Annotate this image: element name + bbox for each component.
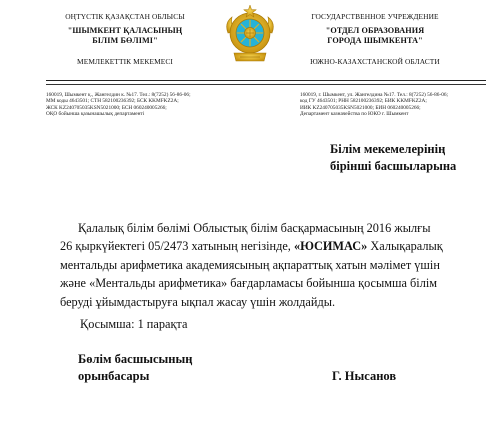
header-left-name-line1: "ШЫМКЕНТ ҚАЛАСЫНЫҢ (67, 26, 183, 35)
header-left-status: МЕМЛЕКЕТТІК МЕКЕМЕСІ (77, 57, 173, 66)
header-left-region: ОҢТҮСТІК ҚАЗАҚСТАН ОБЛЫСЫ (65, 12, 185, 21)
letter-body-line (60, 219, 468, 237)
attachment-note: Қосымша: 1 парақта (80, 317, 188, 331)
letter-body-line (60, 237, 468, 255)
letter-body-run: 26 қыркүйектегі 05/2473 хатының негізінде, (60, 239, 294, 254)
signature-title-line2: орынбасары (78, 369, 150, 383)
letter-body-run: ментальды арифметика академиясының ақпараттық хатын мәлімет үшін (60, 257, 440, 272)
header-right-region: ЮЖНО-КАЗАХСТАНСКОЙ ОБЛАСТИ (310, 57, 440, 66)
header-right-address (300, 92, 448, 118)
header-left-name-line2: БІЛІМ БӨЛІМІ" (92, 36, 158, 45)
letter-body-line (60, 293, 468, 311)
header-right-name-line2: ГОРОДА ШЫМКЕНТА" (327, 36, 423, 45)
letter-body-run: Халықаралық (367, 239, 443, 254)
header-left-address (46, 92, 191, 118)
header-right-type: ГОСУДАРСТВЕННОЕ УЧРЕЖДЕНИЕ (311, 12, 439, 21)
header-left-address-line: ЖСК KZ240705035KSN5021000; БСН 060240005266; (46, 104, 167, 111)
letter-body-line (60, 256, 468, 274)
letter-body (60, 219, 468, 311)
letter-body-run: және «Ментальды арифметика» бағдарламасы бойынша қосымша білім (60, 276, 438, 291)
header-right-address-line: ИИК KZ240705035KSN5021000; БИН 060240005266; (300, 104, 421, 111)
header-divider-thick (46, 80, 486, 81)
header-divider-thin (46, 84, 486, 85)
letter-body-run: беруді ұйымдастыруға ықпал жасау үшін жолдайды. (60, 294, 336, 309)
signature-title-line1: Бөлім басшысының (78, 352, 193, 366)
header-left-address-line: ММ коды 4643501; СТН 582100236392; БСК KKMFKZ2A; (46, 98, 179, 105)
header-right-address-line: Департамент казначейства по ЮКО г. Шымкент (300, 111, 409, 118)
header-right-address-line: код ГУ 4643501; РНН 582100236392; БИК KKMFKZ2A; (300, 98, 427, 105)
addressee-line1: Білім мекемелерінің (330, 142, 446, 156)
signature-name: Г. Нысанов (332, 369, 397, 383)
addressee-line2: бірінші басшыларына (330, 159, 457, 173)
letter-body-bold-run: «ЮСИМАС» (293, 239, 368, 254)
header-left-address-line: 160019, Шымкент қ., Жангелдин к. №17. Тел.: 8(7252) 56-86-06; (46, 92, 191, 98)
letter-body-run: Қалалық білім бөлімі Облыстық білім басқармасының 2016 жылғы (78, 221, 431, 235)
header-right-name-line1: "ОТДЕЛ ОБРАЗОВАНИЯ (325, 26, 425, 35)
letter-body-line (60, 274, 468, 292)
header-right-address-line: 160019, г. Шымкент, ул. Жангелдина №17. Тел.: 8(7252) 56-86-06; (300, 92, 448, 98)
state-emblem-icon (224, 3, 276, 69)
header-left-address-line: ОҚО бойынша қазынашылық департаменті (46, 111, 145, 118)
